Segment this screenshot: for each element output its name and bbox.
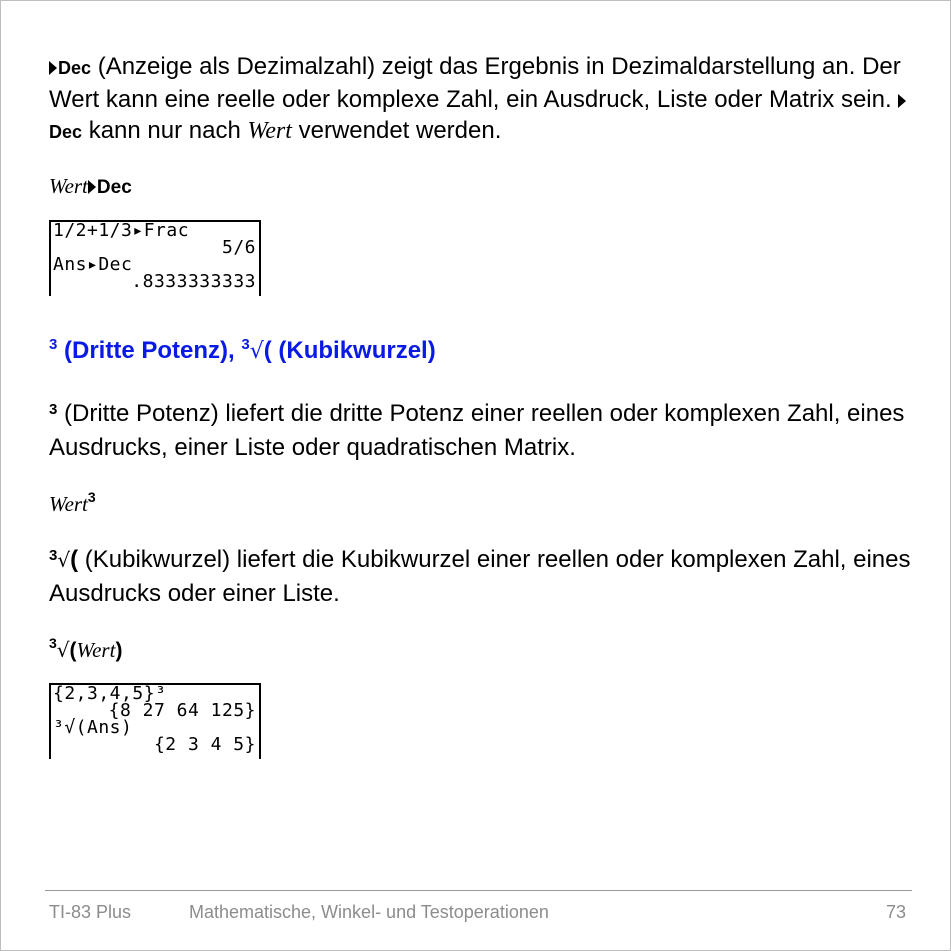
heading-text-2: ( (Kubikwurzel) [263, 337, 436, 364]
screen-line: .8333333333 [131, 271, 256, 292]
screen-line: {8 27 64 125} [108, 700, 256, 721]
dec-text-3: verwendet werden. [291, 117, 502, 144]
cuberoot-paren: ( [70, 546, 79, 573]
footer-page-number: 73 [885, 902, 906, 922]
heading-sup-2: 3 [241, 336, 250, 353]
screen-line: {2 3 4 5} [153, 734, 256, 755]
syntax-sup: 3 [49, 635, 57, 651]
cube-syntax [49, 491, 96, 519]
syntax-open-paren: ( [69, 639, 77, 662]
footer-product: TI-83 Plus [49, 902, 132, 922]
heading-text-1: (Dritte Potenz), [57, 337, 242, 364]
footer-divider [45, 890, 912, 891]
convert-arrow-icon [88, 180, 96, 194]
cuberoot-sup: 3 [49, 547, 58, 564]
cube-description [49, 398, 919, 463]
screen-line: Ans▸Dec [53, 254, 133, 275]
dec-text-1: (Anzeige als Dezimalzahl) zeigt das Ergebnis in Dezimaldarstellung an. Der Wert kann eine reelle oder komplexe Zahl, ein Ausdruck, Liste oder Matrix sein. [49, 53, 901, 113]
calculator-screen-dec [49, 220, 261, 296]
section-heading [49, 336, 436, 369]
root-symbol-icon: √ [56, 638, 70, 662]
cuberoot-text: (Kubikwurzel) liefert die Kubikwurzel einer reellen oder komplexen Zahl, eines Ausdrucks oder einer Liste. [49, 546, 911, 607]
calculator-screen-cube [49, 683, 261, 759]
syntax-dec: Dec [96, 177, 132, 198]
heading-sup-1: 3 [49, 336, 58, 353]
syntax-wert: Wert [49, 492, 88, 516]
screen-line: 1/2+1/3▸Frac [53, 220, 190, 241]
dec-operator: Dec [58, 58, 92, 78]
convert-arrow-icon [898, 94, 906, 108]
cuberoot-description [49, 544, 919, 609]
syntax-sup: 3 [87, 489, 96, 505]
cuberoot-syntax [49, 637, 122, 665]
cube-sup: 3 [49, 401, 58, 418]
footer-chapter: Mathematische, Winkel- und Testoperationen [189, 902, 549, 922]
root-symbol-icon: √ [57, 548, 71, 572]
syntax-wert: Wert [76, 638, 116, 662]
wert-term: Wert [247, 118, 292, 144]
syntax-wert: Wert [49, 174, 88, 198]
root-symbol-icon: √ [249, 339, 264, 364]
syntax-close-paren: ) [115, 639, 123, 662]
dec-syntax [49, 173, 132, 201]
dec-text-2: kann nur nach [82, 117, 248, 144]
screen-line: ³√(Ans) [53, 717, 133, 738]
screen-line: 5/6 [221, 237, 256, 258]
convert-arrow-icon [49, 61, 57, 75]
dec-operator-2: Dec [49, 122, 83, 142]
cube-text: (Dritte Potenz) liefert die dritte Potenz einer reellen oder komplexen Zahl, eines Ausdrucks, einer Liste oder quadratischen Matrix. [49, 400, 905, 461]
dec-description [49, 51, 919, 148]
screen-line: {2,3,4,5}³ [53, 683, 167, 704]
